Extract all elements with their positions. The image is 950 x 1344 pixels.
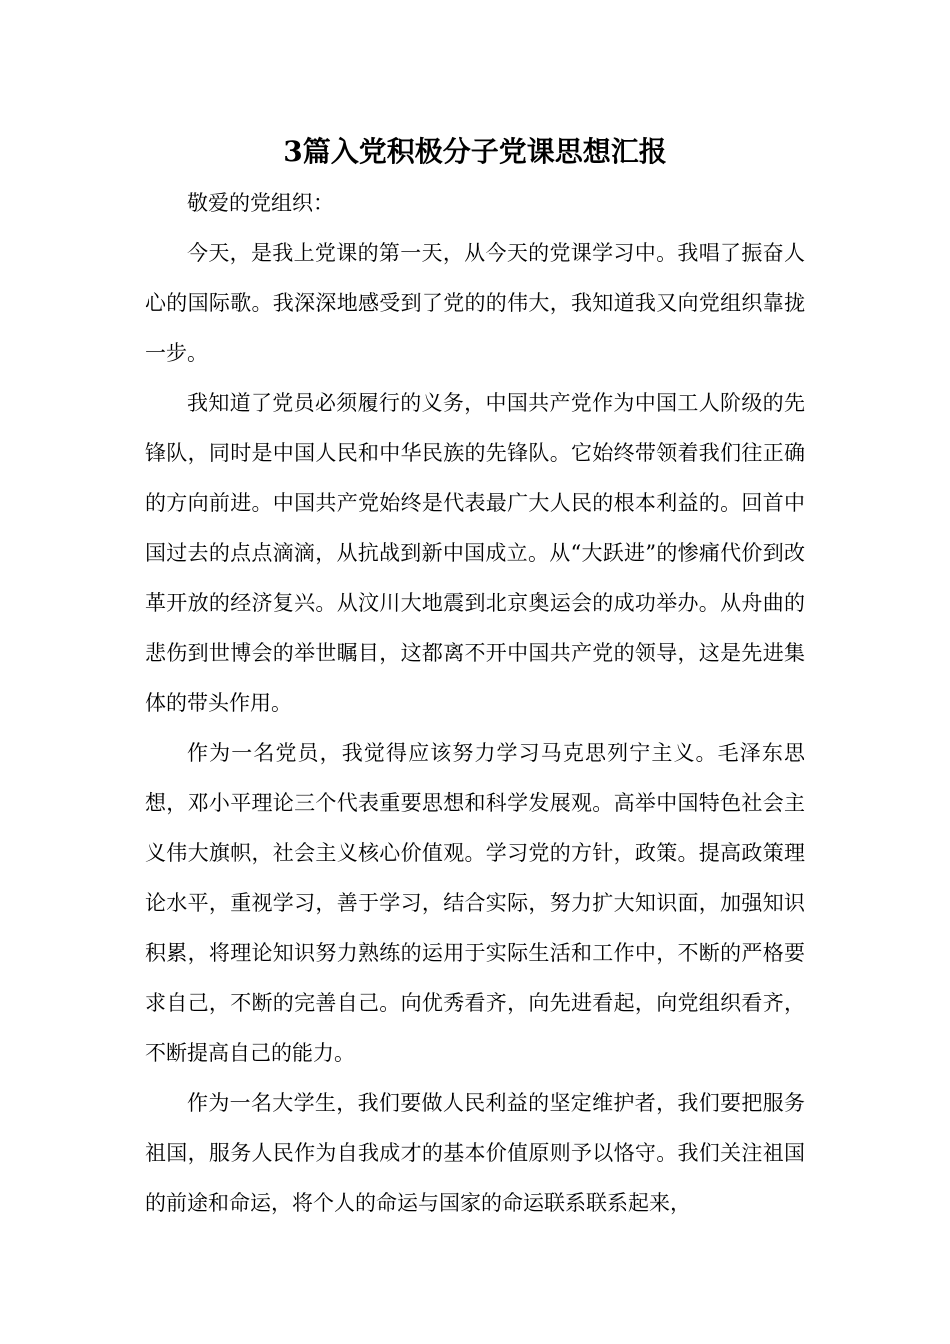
salutation: 敬爱的党组织： [187,191,334,215]
paragraph-4: 作为一名大学生，我们要做人民利益的坚定维护者，我们要把服务祖国，服务人民作为自我成才的基本价值原则予以恪守。我们关注祖国的前途和命运，将个人的命运与国家的命运联系联系起来， [145,1091,805,1215]
paragraph-3: 作为一名党员，我觉得应该努力学习马克思列宁主义。毛泽东思想，邓小平理论三个代表重要思想和科学发展观。高举中国特色社会主义伟大旗帜，社会主义核心价值观。学习党的方针，政策。提高政策理论水平，重视学习，善于学习，结合实际，努力扩大知识面，加强知识积累，将理论知识努力熟练的运用于实际生活和工作中，不断的严格要求自己，不断的完善自己。向优秀看齐，向先进看起，向党组织看齐，不断提高自己的能力。 [145,741,805,1065]
document-body [145,178,805,1228]
document-title: 3篇入党积极分子党课思想汇报 [283,135,667,168]
paragraph-2: 我知道了党员必须履行的义务，中国共产党作为中国工人阶级的先锋队，同时是中国人民和中华民族的先锋队。它始终带领着我们往正确的方向前进。中国共产党始终是代表最广大人民的根本利益的。回首中国过去的点点滴滴，从抗战到新中国成立。从“大跃进”的惨痛代价到改革开放的经济复兴。从汶川大地震到北京奥运会的成功举办。从舟曲的悲伤到世博会的举世瞩目，这都离不开中国共产党的领导，这是先进集体的带头作用。 [145,391,805,715]
paragraph-1: 今天，是我上党课的第一天，从今天的党课学习中。我唱了振奋人心的国际歌。我深深地感受到了党的的伟大，我知道我又向党组织靠拢一步。 [145,241,805,365]
